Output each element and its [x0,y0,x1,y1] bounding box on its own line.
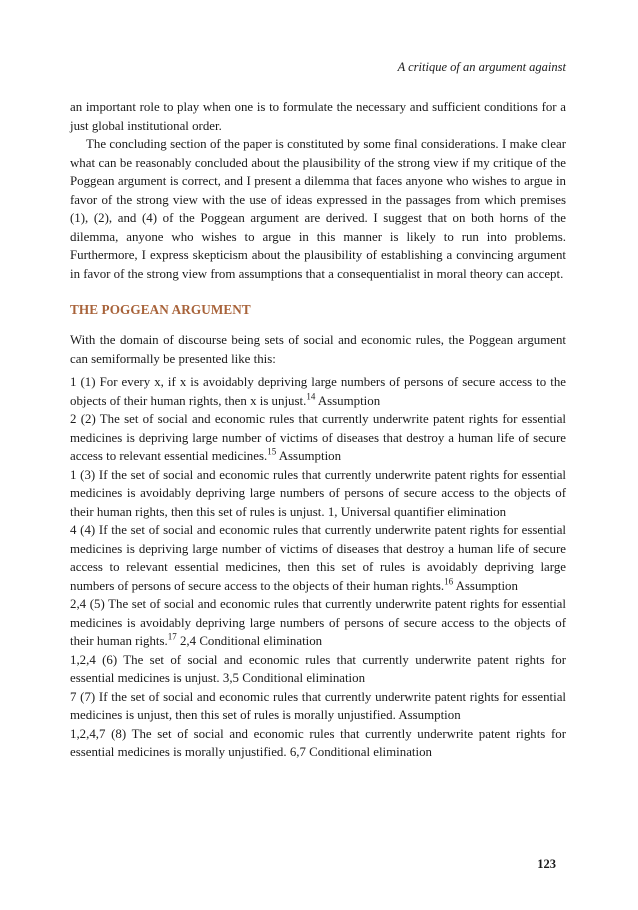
intro-paragraph: The concluding section of the paper is constituted by some final considerations. I make clear what can be reasonably concluded about the plausibility of the strong view if my critique of the Poggean argument is correct, and I present a dilemma that faces anyone who wishes to argue in favor of the strong view with the use of ideas expressed in the passages from which premises (1), (2), and (4) of the Poggean argument are derived. I suggest that on both horns of the dilemma, anyone who wishes to argue in this manner is likely to run into problems. Furthermore, I express skepticism about the plausibility of establishing a convincing argument in favor of the strong view from assumptions that a consequentialist in moral theory can accept. [70,137,566,281]
argument-step [70,521,566,595]
footnote-ref: 17 [167,631,177,642]
step-justification: 1, Universal quantifier elimination [327,504,507,519]
step-number: (4) [80,523,96,537]
footnote-ref: 15 [267,446,277,457]
argument-step [70,725,566,762]
step-number: (8) [111,726,127,741]
step-text: The set of social and economic rules that currently underwrite patent rights for essential medicines is depriving large number of victims of diseases that destroy a human life of secure access to relevant essential medicines. [70,412,566,463]
step-text: If the set of social and economic rules that currently underwrite patent rights for essential medicines is depriving large number of victims of diseases that destroy a human life of secure access to relevant essential medicines, then this set of rules is avoidably depriving large numbers of persons of secure access to the objects of their human rights. [70,523,566,593]
step-number: (2) [80,412,96,426]
argument-step [70,688,566,725]
step-text: The set of social and economic rules that currently underwrite patent rights for essential medicines is morally unjustified. [70,726,567,759]
step-number: (3) [80,467,96,482]
argument-step [70,466,566,522]
step-dependencies: 1,2,4 [70,652,96,667]
intro-section [70,98,566,283]
step-text: The set of social and economic rules that currently underwrite patent rights for essential medicines is avoidably depriving large numbers of persons of secure access to the objects of their human rights. [70,597,566,648]
step-text: If the set of social and economic rules that currently underwrite patent rights for essential medicines is unjust, then this set of rules is morally unjustified. [70,689,566,722]
argument-steps [70,373,566,762]
step-justification: Assumption [455,578,518,593]
step-justification: 6,7 Conditional elimination [289,745,432,759]
step-justification: Assumption [278,449,342,463]
step-dependencies: 1 [70,375,77,389]
argument-section [70,331,566,762]
step-number: (1) [80,375,96,389]
step-justification: Assumption [317,393,381,408]
step-dependencies: 7 [70,689,77,704]
footnote-ref: 14 [306,391,316,402]
step-number: (7) [80,689,96,704]
argument-step [70,651,566,688]
step-number: (5) [89,597,105,611]
step-dependencies: 2 [70,412,77,426]
step-text: The set of social and economic rules that currently underwrite patent rights for essential medicines is unjust. [70,652,566,685]
step-text: For every x, if x is avoidably depriving large numbers of persons of secure access to the objects of their human rights, then x is unjust. [70,375,566,408]
step-justification: 3,5 Conditional elimination [222,671,366,685]
step-number: (6) [102,652,118,667]
argument-intro: With the domain of discourse being sets of social and economic rules, the Poggean argument can semiformally be presented like this: [70,333,566,366]
argument-step [70,410,566,466]
step-dependencies: 1,2,4,7 [70,726,106,741]
page-number: 123 [537,857,556,871]
step-dependencies: 2,4 [70,597,87,611]
running-head: A critique of an argument against [397,60,566,74]
step-dependencies: 1 [70,467,77,482]
step-justification: 2,4 Conditional elimination [179,634,323,648]
footnote-ref: 16 [444,576,454,587]
argument-step [70,595,566,651]
step-dependencies: 4 [70,523,77,537]
step-text: If the set of social and economic rules that currently underwrite patent rights for essential medicines is avoidably depriving large numbers of persons of secure access to the objects of their human rights, then this set of rules is unjust. [70,467,566,519]
argument-step [70,373,566,410]
step-justification: Assumption [398,708,461,722]
intro-paragraph: an important role to play when one is to formulate the necessary and sufficient conditions for a just global institutional order. [70,100,566,133]
section-heading: THE POGGEAN ARGUMENT [70,302,251,317]
